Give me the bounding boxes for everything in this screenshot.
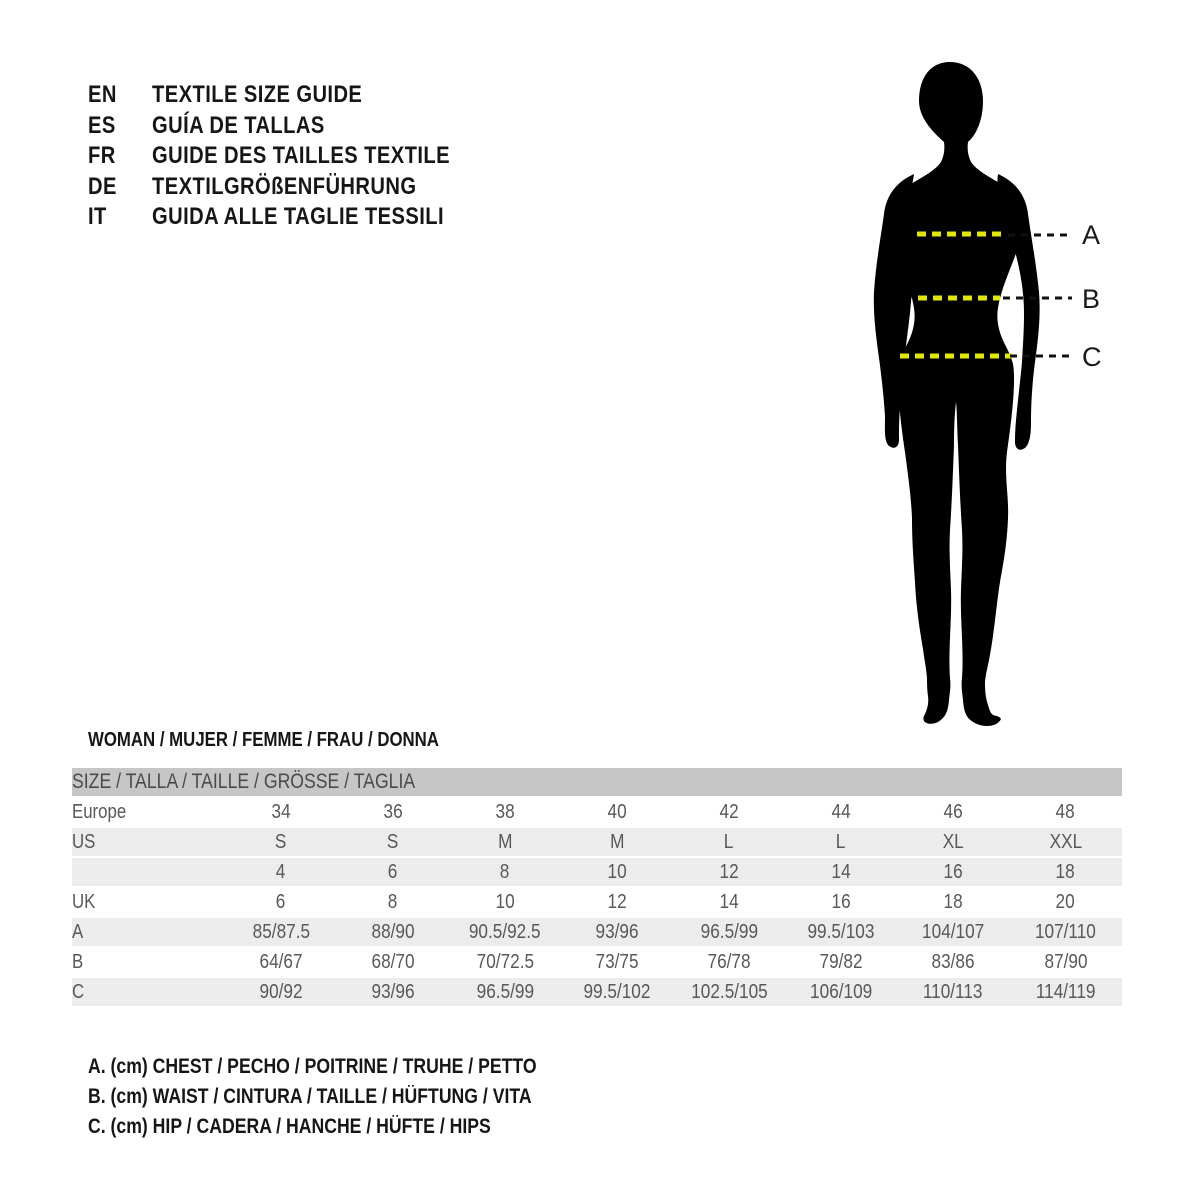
cell-value: 96.5/99 [700,920,758,943]
cell-value: 102.5/105 [690,980,768,1003]
measurement-figure [858,48,1118,738]
cell-value: 114/119 [1035,980,1096,1003]
cell-value: 87/90 [1044,950,1088,973]
language-row-it [88,202,507,233]
language-label: TEXTILGRÖßENFÜHRUNG [152,172,417,200]
cell-value: 6 [276,890,286,913]
row-label: UK [72,890,96,913]
section-title-text: WOMAN / MUJER / FEMME / FRAU / DONNA [88,729,439,751]
cell-value: 76/78 [707,950,751,973]
cell-value: 10 [495,890,515,913]
cell-value: 73/75 [595,950,639,973]
table-row-us-numeric [72,858,1122,886]
cell-value: 36 [383,800,403,823]
cell-value: 14 [831,860,851,883]
language-label: GUIDE DES TAILLES TEXTILE [152,142,450,170]
cell-value: 104/107 [921,920,985,943]
cell-value: 38 [495,800,515,823]
cell-value: L [836,830,846,853]
table-row-hip-c [72,978,1122,1006]
cell-value: 99.5/102 [583,980,651,1003]
cell-value: L [724,830,734,853]
row-label: C [72,980,85,1003]
cell-value: 68/70 [371,950,415,973]
note-hip [88,1112,622,1142]
cell-value: 42 [719,800,739,823]
size-table [72,766,1122,1008]
woman-silhouette [874,62,1040,726]
language-title-block [88,80,507,233]
note-waist [88,1082,622,1112]
language-code: DE [88,172,117,200]
size-table-wrap [72,766,1122,1008]
row-label: Europe [72,800,127,823]
cell-value: 14 [719,890,739,913]
note-chest [88,1052,622,1082]
cell-value: S [387,830,399,853]
cell-value: 20 [1055,890,1076,913]
cell-value: 6 [388,860,398,883]
size-table-header-row [72,768,1122,796]
note-hip-text: C. (cm) HIP / CADERA / HANCHE / HÜFTE / HIPS [88,1115,491,1138]
cell-value: M [609,830,625,853]
cell-value: 18 [1055,860,1076,883]
cell-value: 34 [271,800,291,823]
note-chest-text: A. (cm) CHEST / PECHO / POITRINE / TRUHE / PETTO [88,1055,537,1078]
cell-value: 18 [943,890,963,913]
cell-value: 16 [943,860,963,883]
cell-value: 44 [831,800,851,823]
cell-value: 12 [607,890,627,913]
language-label: GUIDA ALLE TAGLIE TESSILI [152,203,444,231]
cell-value: 10 [607,860,627,883]
table-row-uk [72,888,1122,916]
marker-label-c: C [1082,342,1102,372]
cell-value: 110/113 [923,980,983,1003]
language-row-es [88,111,507,142]
language-code: FR [88,142,116,170]
table-row-europe [72,798,1122,826]
language-label: TEXTILE SIZE GUIDE [152,81,363,109]
language-row-de [88,172,507,203]
woman-silhouette-figure [858,48,1118,738]
note-waist-text: B. (cm) WAIST / CINTURA / TAILLE / HÜFTUNG / VITA [88,1085,532,1108]
row-label: US [72,830,96,853]
cell-value: 48 [1055,800,1076,823]
cell-value: 8 [388,890,398,913]
language-code: EN [88,81,117,109]
cell-value: 4 [276,860,286,883]
table-row-us [72,828,1122,856]
silhouette-body [890,62,1022,726]
cell-value: 16 [831,890,851,913]
cell-value: XL [942,830,964,853]
cell-value: 88/90 [371,920,415,943]
cell-value: 79/82 [819,950,863,973]
cell-value: S [275,830,287,853]
size-table-header: SIZE / TALLA / TAILLE / GRÖSSE / TAGLIA [72,770,416,793]
language-row-en [88,80,507,111]
cell-value: 93/96 [371,980,415,1003]
cell-value: 93/96 [595,920,639,943]
language-code: ES [88,111,116,139]
marker-label-a: A [1082,220,1101,250]
cell-value: 40 [607,800,627,823]
language-label: GUÍA DE TALLAS [152,111,325,139]
cell-value: 96.5/99 [476,980,534,1003]
cell-value: 99.5/103 [807,920,875,943]
section-title [88,729,506,752]
table-row-waist-b [72,948,1122,976]
cell-value: 64/67 [259,950,303,973]
cell-value: 83/86 [931,950,975,973]
language-code: IT [88,203,107,231]
row-label: B [72,950,84,973]
cell-value: M [497,830,513,853]
cell-value: 90/92 [259,980,303,1003]
cell-value: XXL [1049,830,1082,853]
cell-value: 85/87.5 [252,920,310,943]
cell-value: 70/72.5 [476,950,534,973]
row-label: A [72,920,84,943]
cell-value: 12 [719,860,739,883]
cell-value: 106/109 [809,980,873,1003]
cell-value: 90.5/92.5 [469,920,541,943]
marker-label-b: B [1082,284,1101,314]
measurement-notes [88,1052,622,1142]
cell-value: 8 [500,860,510,883]
cell-value: 46 [943,800,963,823]
cell-value: 107/110 [1035,920,1097,943]
language-row-fr [88,141,507,172]
table-row-chest-a [72,918,1122,946]
